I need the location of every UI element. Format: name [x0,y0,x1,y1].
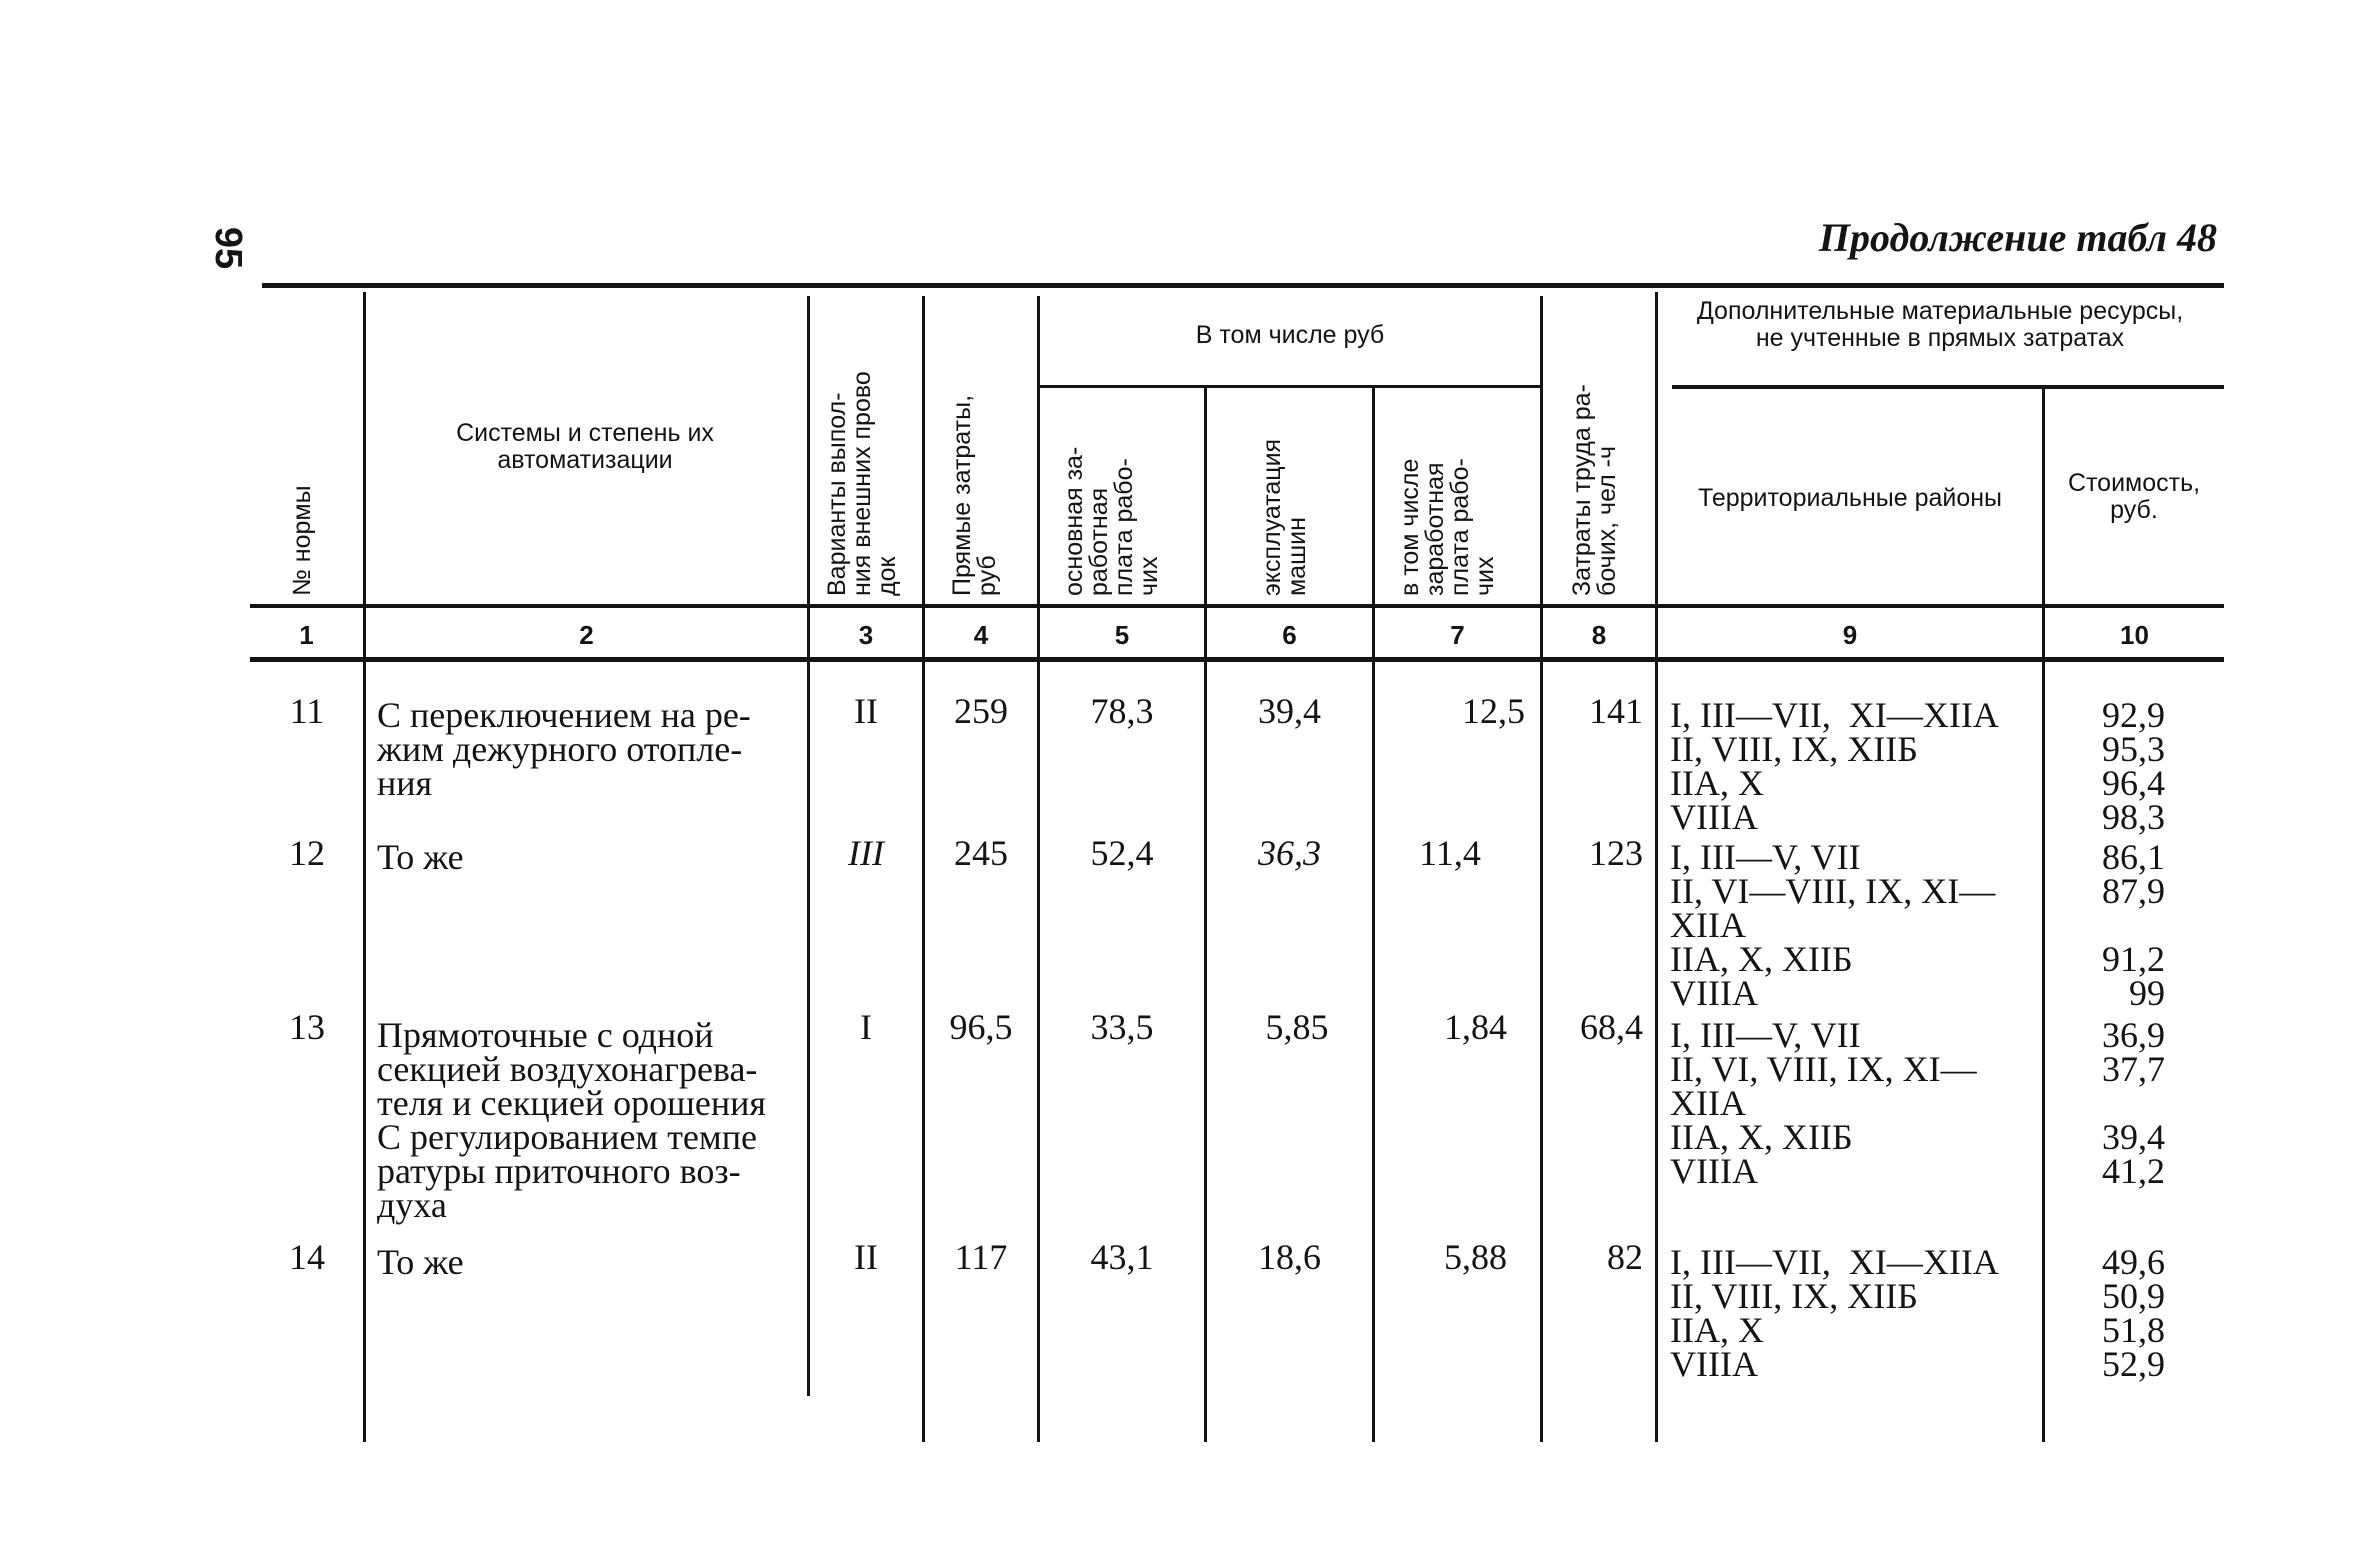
header-cost: Стоимость, руб. [2067,469,2201,524]
cell-labor: 82 [1607,1237,1643,1277]
header-direct-costs: Прямые затраты, руб [948,394,1001,596]
column-divider [1655,292,1658,1442]
cell-norm: 14 [289,1237,325,1277]
cell-districts: I, III—VII, XI—XIIA II, VIII, IX, XIIБ IIA, X VIIIA [1670,1242,1999,1384]
header-labor: Затраты труда ра- бочих, чел -ч [1568,384,1621,596]
cell-norm: 13 [289,1007,325,1047]
cell-direct: 117 [954,1237,1008,1277]
header-systems: Системы и степень их автоматизации [456,419,714,474]
header-extra-resources: Дополнительные материальные ресурсы, не учтенные в прямых затратах [1696,297,2184,352]
cell-incl-salary: 12,5 [1462,691,1525,731]
column-number: 7 [1450,620,1465,650]
cell-variant: II [854,691,878,731]
header-including: В том числе руб [1195,321,1385,349]
column-number: 6 [1282,620,1297,650]
column-divider [1204,388,1207,1442]
cell-labor: 123 [1589,833,1643,873]
column-divider [1372,388,1375,1442]
cell-system: То же [377,837,464,877]
header-bottom-rule [250,604,2224,608]
cell-labor: 141 [1589,691,1643,731]
cell-base-salary: 78,3 [1090,691,1154,731]
cell-direct: 245 [954,833,1008,873]
column-number: 2 [579,620,594,650]
cell-direct: 259 [954,691,1008,731]
subheader-rule-incl [1040,385,1540,388]
column-numbers-rule [250,657,2224,662]
cell-districts: I, III—V, VII II, VI—VIII, IX, XI— XIIA IIA, X, XIIБ VIIIA [1670,837,1996,1013]
cell-system: То же [377,1242,464,1282]
cell-machines: 39,4 [1258,691,1321,731]
header-base-salary: основная за- работная плата рабо- чих [1060,446,1163,596]
cell-variant: III [848,833,884,873]
cell-norm: 11 [289,691,325,731]
continuation-title: Продолжение табл 48 [1818,215,2217,260]
cell-norm: 12 [289,833,325,873]
cell-variant: II [854,1237,878,1277]
cell-incl-salary: 1,84 [1444,1007,1507,1047]
column-number: 4 [973,620,989,650]
cell-base-salary: 52,4 [1090,833,1154,873]
table-top-rule [262,283,2224,288]
cell-incl-salary: 5,88 [1444,1237,1507,1277]
cell-base-salary: 33,5 [1090,1007,1154,1047]
cell-system: Прямоточные с одной секцией воздухонагрева- теля и секцией орошения С регулированием темпе ратуры приточного воз- духа [377,1015,766,1225]
cell-base-salary: 43,1 [1090,1237,1154,1277]
cell-system: С переключением на ре- жим дежурного отопле- ния [377,695,751,803]
cell-costs: 49,6 50,9 51,8 52,9 [2102,1242,2165,1384]
cell-direct: 96,5 [949,1007,1013,1047]
cell-machines: 36,3 [1258,833,1321,873]
cell-costs: 86,1 87,9 91,2 99 [2102,837,2165,1013]
column-number: 1 [299,620,314,650]
column-number: 3 [858,620,874,650]
column-divider [363,292,366,1442]
cell-costs: 92,9 95,3 96,4 98,3 [2102,695,2165,837]
header-variants: Варианты выпол- ния внешних прово док [823,371,901,596]
header-incl-salary: в том числе заработная плата рабо- чих [1396,458,1499,596]
subheader-rule-extra [1672,385,2224,389]
cell-machines: 18,6 [1258,1237,1321,1277]
header-machine-ops: эксплуатация машин [1258,438,1311,596]
cell-machines: 5,85 [1265,1007,1329,1047]
cell-districts: I, III—V, VII II, VI, VIII, IX, XI— XIIA IIA, X, XIIБ VIIIA [1670,1015,1977,1191]
header-districts: Территориальные районы [1697,484,2003,512]
column-number: 9 [1842,620,1858,650]
cell-incl-salary: 11,4 [1419,833,1481,873]
cell-districts: I, III—VII, XI—XIIA II, VIII, IX, XIIБ IIA, X VIIIA [1670,695,1999,837]
column-number: 8 [1591,620,1607,650]
cell-labor: 68,4 [1580,1007,1643,1047]
column-number: 5 [1114,620,1130,650]
cell-variant: I [860,1007,872,1047]
header-norm: № нормы [288,485,316,596]
page-number: 95 [207,226,249,270]
cell-costs: 36,9 37,7 39,4 41,2 [2102,1015,2165,1191]
column-number: 10 [2120,620,2149,650]
